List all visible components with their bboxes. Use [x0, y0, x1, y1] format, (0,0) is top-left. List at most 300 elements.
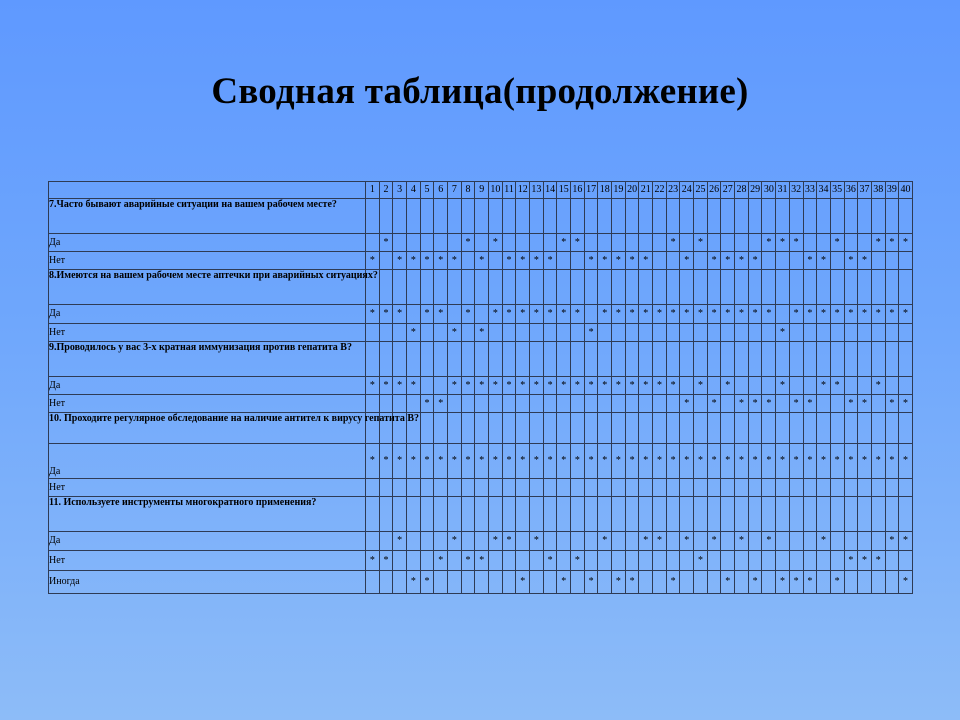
answer-mark: *	[735, 444, 749, 479]
empty-cell	[516, 532, 530, 551]
empty-cell	[721, 342, 735, 377]
empty-cell	[762, 199, 776, 234]
empty-cell	[379, 532, 393, 551]
empty-cell	[666, 199, 680, 234]
empty-cell	[530, 395, 544, 413]
answer-mark: *	[393, 305, 407, 324]
answer-mark: *	[803, 444, 817, 479]
empty-cell	[475, 497, 489, 532]
empty-cell	[379, 479, 393, 497]
empty-cell	[694, 199, 708, 234]
empty-cell	[434, 324, 448, 342]
empty-cell	[666, 413, 680, 444]
empty-cell	[735, 234, 749, 252]
empty-cell	[721, 497, 735, 532]
column-number: 15	[557, 182, 571, 199]
answer-mark: *	[448, 444, 462, 479]
answer-mark: *	[489, 305, 503, 324]
empty-cell	[530, 413, 544, 444]
empty-cell	[885, 252, 899, 270]
answer-mark: *	[666, 571, 680, 594]
answer-label: Да	[49, 444, 366, 479]
empty-cell	[584, 413, 598, 444]
answer-mark: *	[885, 444, 899, 479]
empty-cell	[516, 199, 530, 234]
empty-cell	[598, 270, 612, 305]
answer-mark: *	[844, 305, 858, 324]
empty-cell	[434, 342, 448, 377]
empty-cell	[407, 532, 421, 551]
empty-cell	[461, 571, 475, 594]
empty-cell	[694, 497, 708, 532]
column-number: 12	[516, 182, 530, 199]
column-number: 14	[543, 182, 557, 199]
answer-mark: *	[407, 571, 421, 594]
empty-cell	[885, 551, 899, 571]
empty-cell	[543, 497, 557, 532]
column-number: 35	[830, 182, 844, 199]
empty-cell	[844, 270, 858, 305]
empty-cell	[448, 551, 462, 571]
empty-cell	[625, 324, 639, 342]
answer-mark: *	[707, 305, 721, 324]
empty-cell	[721, 551, 735, 571]
empty-cell	[366, 324, 380, 342]
empty-cell	[871, 571, 885, 594]
answer-label: Да	[49, 305, 366, 324]
answer-mark: *	[434, 444, 448, 479]
empty-cell	[612, 234, 626, 252]
empty-cell	[434, 497, 448, 532]
answer-mark: *	[584, 444, 598, 479]
answer-mark: *	[625, 305, 639, 324]
empty-cell	[653, 551, 667, 571]
answer-mark: *	[461, 551, 475, 571]
empty-cell	[639, 571, 653, 594]
empty-cell	[885, 497, 899, 532]
answer-mark: *	[748, 395, 762, 413]
empty-cell	[557, 342, 571, 377]
empty-cell	[584, 497, 598, 532]
answer-mark: *	[830, 377, 844, 395]
answer-mark: *	[762, 305, 776, 324]
column-number: 29	[748, 182, 762, 199]
empty-cell	[502, 324, 516, 342]
answer-mark: *	[407, 377, 421, 395]
empty-cell	[871, 532, 885, 551]
answer-mark: *	[639, 532, 653, 551]
empty-cell	[612, 532, 626, 551]
column-number: 39	[885, 182, 899, 199]
empty-cell	[571, 270, 585, 305]
answer-mark: *	[571, 377, 585, 395]
answer-mark: *	[721, 305, 735, 324]
empty-cell	[844, 324, 858, 342]
answer-mark: *	[694, 377, 708, 395]
answer-mark: *	[489, 377, 503, 395]
empty-cell	[598, 571, 612, 594]
empty-cell	[721, 532, 735, 551]
empty-cell	[434, 571, 448, 594]
empty-cell	[420, 234, 434, 252]
answer-mark: *	[502, 377, 516, 395]
answer-mark: *	[366, 444, 380, 479]
empty-cell	[557, 497, 571, 532]
answer-mark: *	[789, 571, 803, 594]
column-number: 28	[735, 182, 749, 199]
question-row	[49, 270, 913, 305]
answer-mark: *	[707, 395, 721, 413]
empty-cell	[735, 270, 749, 305]
empty-cell	[694, 324, 708, 342]
answer-mark: *	[871, 305, 885, 324]
empty-cell	[776, 342, 790, 377]
answer-mark: *	[612, 444, 626, 479]
empty-cell	[407, 479, 421, 497]
empty-cell	[680, 377, 694, 395]
empty-cell	[830, 532, 844, 551]
empty-cell	[858, 270, 872, 305]
empty-cell	[516, 324, 530, 342]
answer-mark: *	[776, 324, 790, 342]
empty-cell	[407, 342, 421, 377]
answer-mark: *	[680, 252, 694, 270]
empty-cell	[461, 252, 475, 270]
empty-cell	[899, 252, 913, 270]
empty-cell	[516, 413, 530, 444]
empty-cell	[899, 497, 913, 532]
answer-mark: *	[434, 252, 448, 270]
answer-mark: *	[516, 377, 530, 395]
empty-cell	[461, 199, 475, 234]
empty-cell	[434, 270, 448, 305]
answer-mark: *	[844, 252, 858, 270]
empty-cell	[694, 532, 708, 551]
answer-mark: *	[899, 444, 913, 479]
answer-mark: *	[461, 305, 475, 324]
empty-cell	[598, 479, 612, 497]
empty-cell	[434, 377, 448, 395]
answer-mark: *	[584, 377, 598, 395]
empty-cell	[803, 497, 817, 532]
empty-cell	[666, 395, 680, 413]
answer-mark: *	[434, 395, 448, 413]
empty-cell	[584, 479, 598, 497]
answer-mark: *	[871, 444, 885, 479]
empty-cell	[448, 395, 462, 413]
empty-cell	[543, 395, 557, 413]
empty-cell	[817, 324, 831, 342]
answer-mark: *	[639, 377, 653, 395]
empty-cell	[721, 324, 735, 342]
answer-mark: *	[475, 324, 489, 342]
answer-mark: *	[489, 444, 503, 479]
empty-cell	[680, 413, 694, 444]
answer-mark: *	[584, 324, 598, 342]
empty-cell	[858, 199, 872, 234]
answer-mark: *	[366, 551, 380, 571]
answer-mark: *	[803, 305, 817, 324]
slide-title: Сводная таблица(продолжение)	[211, 71, 749, 112]
answer-row	[49, 234, 913, 252]
empty-cell	[721, 413, 735, 444]
answer-mark: *	[420, 395, 434, 413]
empty-cell	[489, 342, 503, 377]
empty-cell	[612, 270, 626, 305]
empty-cell	[858, 377, 872, 395]
answer-mark: *	[516, 252, 530, 270]
answer-mark: *	[366, 252, 380, 270]
column-number: 22	[653, 182, 667, 199]
column-number: 6	[434, 182, 448, 199]
column-number: 24	[680, 182, 694, 199]
answer-mark: *	[817, 305, 831, 324]
empty-cell	[666, 252, 680, 270]
answer-row	[49, 571, 913, 594]
empty-cell	[530, 571, 544, 594]
answer-mark: *	[762, 444, 776, 479]
empty-cell	[420, 270, 434, 305]
column-number: 4	[407, 182, 421, 199]
empty-cell	[598, 413, 612, 444]
answer-mark: *	[557, 234, 571, 252]
empty-cell	[885, 377, 899, 395]
empty-cell	[598, 342, 612, 377]
empty-cell	[707, 571, 721, 594]
answer-mark: *	[461, 234, 475, 252]
summary-table	[48, 181, 913, 594]
answer-mark: *	[543, 305, 557, 324]
empty-cell	[557, 324, 571, 342]
empty-cell	[735, 551, 749, 571]
empty-cell	[625, 497, 639, 532]
question-row	[49, 199, 913, 234]
empty-cell	[571, 479, 585, 497]
empty-cell	[612, 479, 626, 497]
empty-cell	[789, 342, 803, 377]
answer-mark: *	[448, 252, 462, 270]
question-label: 10. Проходите регулярное обследование на наличие антител к вирусу гепатита В?	[49, 413, 366, 444]
answer-mark: *	[707, 532, 721, 551]
answer-mark: *	[379, 377, 393, 395]
empty-cell	[899, 413, 913, 444]
empty-cell	[420, 342, 434, 377]
empty-cell	[707, 413, 721, 444]
answer-mark: *	[448, 377, 462, 395]
empty-cell	[598, 551, 612, 571]
empty-cell	[830, 479, 844, 497]
empty-cell	[871, 413, 885, 444]
question-label: 7.Часто бывают аварийные ситуации на вашем рабочем месте?	[49, 199, 366, 234]
empty-cell	[584, 395, 598, 413]
empty-cell	[625, 234, 639, 252]
empty-cell	[803, 532, 817, 551]
answer-mark: *	[475, 551, 489, 571]
empty-cell	[489, 551, 503, 571]
empty-cell	[489, 413, 503, 444]
empty-cell	[666, 270, 680, 305]
answer-mark: *	[694, 305, 708, 324]
empty-cell	[489, 395, 503, 413]
empty-cell	[844, 413, 858, 444]
answer-mark: *	[612, 571, 626, 594]
empty-cell	[803, 479, 817, 497]
empty-cell	[393, 270, 407, 305]
empty-cell	[844, 199, 858, 234]
answer-mark: *	[571, 444, 585, 479]
empty-cell	[489, 497, 503, 532]
empty-cell	[694, 395, 708, 413]
column-number: 38	[871, 182, 885, 199]
answer-mark: *	[612, 252, 626, 270]
empty-cell	[899, 199, 913, 234]
answer-mark: *	[817, 444, 831, 479]
answer-mark: *	[393, 532, 407, 551]
column-number: 20	[625, 182, 639, 199]
answer-mark: *	[885, 532, 899, 551]
empty-cell	[653, 413, 667, 444]
empty-cell	[694, 342, 708, 377]
answer-mark: *	[666, 234, 680, 252]
empty-cell	[612, 324, 626, 342]
empty-cell	[598, 234, 612, 252]
empty-cell	[748, 377, 762, 395]
answer-mark: *	[694, 444, 708, 479]
empty-cell	[735, 199, 749, 234]
empty-cell	[557, 199, 571, 234]
empty-cell	[858, 571, 872, 594]
empty-cell	[735, 377, 749, 395]
empty-cell	[571, 571, 585, 594]
answer-mark: *	[530, 305, 544, 324]
empty-cell	[379, 199, 393, 234]
answer-mark: *	[817, 377, 831, 395]
answer-mark: *	[461, 377, 475, 395]
empty-cell	[543, 571, 557, 594]
empty-cell	[653, 252, 667, 270]
answer-mark: *	[666, 444, 680, 479]
answer-mark: *	[830, 444, 844, 479]
answer-mark: *	[530, 532, 544, 551]
answer-mark: *	[680, 444, 694, 479]
empty-cell	[762, 377, 776, 395]
empty-cell	[762, 342, 776, 377]
empty-cell	[885, 199, 899, 234]
answer-mark: *	[557, 377, 571, 395]
answer-mark: *	[803, 252, 817, 270]
empty-cell	[762, 479, 776, 497]
answer-mark: *	[830, 571, 844, 594]
question-row	[49, 342, 913, 377]
answer-mark: *	[694, 551, 708, 571]
empty-cell	[475, 199, 489, 234]
empty-cell	[530, 270, 544, 305]
empty-cell	[817, 395, 831, 413]
empty-cell	[516, 342, 530, 377]
answer-mark: *	[571, 234, 585, 252]
empty-cell	[735, 342, 749, 377]
empty-cell	[680, 324, 694, 342]
empty-cell	[625, 413, 639, 444]
empty-cell	[420, 479, 434, 497]
empty-cell	[448, 199, 462, 234]
answer-mark: *	[420, 252, 434, 270]
empty-cell	[639, 199, 653, 234]
empty-cell	[776, 395, 790, 413]
empty-cell	[366, 479, 380, 497]
answer-label: Да	[49, 234, 366, 252]
empty-cell	[407, 551, 421, 571]
empty-cell	[366, 571, 380, 594]
column-number: 26	[707, 182, 721, 199]
column-number: 27	[721, 182, 735, 199]
empty-cell	[707, 199, 721, 234]
answer-mark: *	[420, 444, 434, 479]
answer-row	[49, 395, 913, 413]
empty-cell	[858, 497, 872, 532]
answer-mark: *	[653, 305, 667, 324]
empty-cell	[871, 270, 885, 305]
answer-mark: *	[844, 551, 858, 571]
answer-mark: *	[885, 234, 899, 252]
empty-cell	[448, 571, 462, 594]
answer-row	[49, 551, 913, 571]
empty-cell	[530, 324, 544, 342]
answer-mark: *	[407, 324, 421, 342]
empty-cell	[707, 479, 721, 497]
empty-cell	[639, 342, 653, 377]
empty-cell	[448, 305, 462, 324]
empty-cell	[489, 571, 503, 594]
answer-mark: *	[899, 234, 913, 252]
empty-cell	[680, 571, 694, 594]
empty-cell	[639, 270, 653, 305]
empty-cell	[557, 252, 571, 270]
empty-cell	[543, 413, 557, 444]
empty-cell	[461, 479, 475, 497]
empty-cell	[817, 199, 831, 234]
empty-cell	[393, 199, 407, 234]
answer-mark: *	[817, 252, 831, 270]
empty-cell	[830, 497, 844, 532]
empty-cell	[434, 479, 448, 497]
answer-label: Нет	[49, 324, 366, 342]
empty-cell	[707, 270, 721, 305]
answer-mark: *	[789, 305, 803, 324]
answer-mark: *	[653, 377, 667, 395]
empty-cell	[407, 270, 421, 305]
question-row	[49, 413, 913, 444]
answer-mark: *	[776, 234, 790, 252]
empty-cell	[584, 532, 598, 551]
empty-cell	[420, 199, 434, 234]
answer-mark: *	[407, 252, 421, 270]
empty-cell	[516, 395, 530, 413]
answer-mark: *	[366, 377, 380, 395]
empty-cell	[475, 413, 489, 444]
empty-cell	[776, 305, 790, 324]
empty-cell	[653, 234, 667, 252]
empty-cell	[557, 532, 571, 551]
empty-cell	[830, 324, 844, 342]
empty-cell	[475, 270, 489, 305]
empty-cell	[530, 479, 544, 497]
answer-mark: *	[680, 395, 694, 413]
empty-cell	[707, 551, 721, 571]
empty-cell	[639, 551, 653, 571]
empty-cell	[461, 270, 475, 305]
empty-cell	[762, 551, 776, 571]
